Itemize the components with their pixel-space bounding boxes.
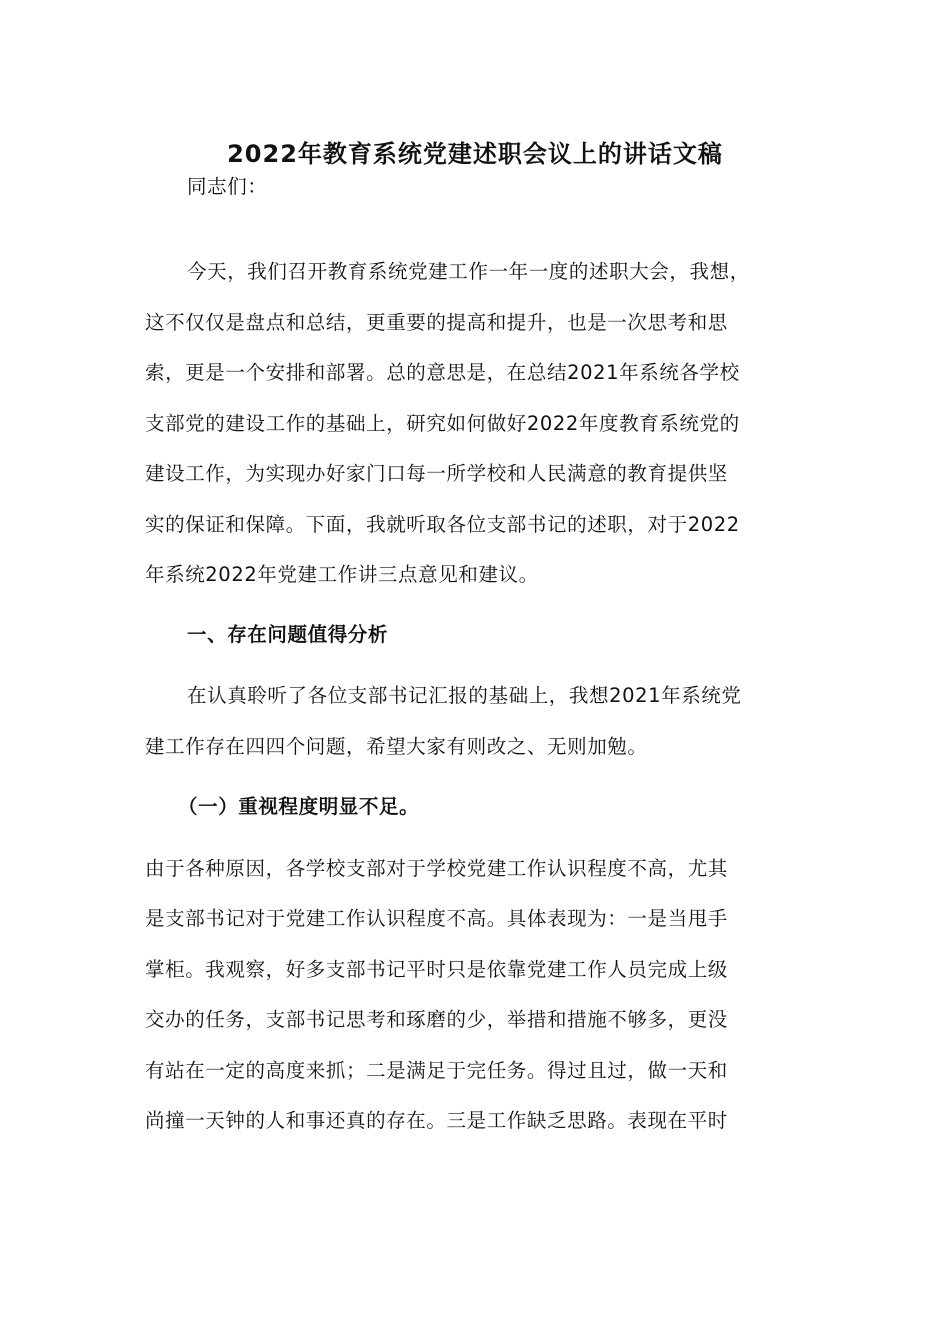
paragraph-line: 索，更是一个安排和部署。总的意思是，在总结2021年系统各学校	[145, 361, 740, 384]
paragraph-line: 建工作存在四四个问题，希望大家有则改之、无则加勉。	[145, 735, 648, 758]
paragraph-line: 年系统2022年党建工作讲三点意见和建议。	[145, 563, 539, 586]
paragraph-line: 由于各种原因，各学校支部对于学校党建工作认识程度不高，尤其	[145, 857, 728, 880]
salutation: 同志们：	[187, 175, 268, 198]
subsection-heading-1: （一）重视程度明显不足。	[178, 795, 420, 818]
section-heading-1: 一、存在问题值得分析	[187, 623, 389, 646]
paragraph-line: 在认真聆听了各位支部书记汇报的基础上，我想2021年系统党	[187, 684, 742, 707]
paragraph-line: 今天，我们召开教育系统党建工作一年一度的述职大会，我想，	[187, 260, 750, 283]
paragraph-line: 掌柜。我观察，好多支部书记平时只是依靠党建工作人员完成上级	[145, 958, 728, 981]
paragraph-line: 有站在一定的高度来抓；二是满足于完任务。得过且过，做一天和	[145, 1059, 728, 1082]
paragraph-line: 实的保证和保障。下面，我就听取各位支部书记的述职，对于2022	[145, 513, 740, 536]
paragraph-line: 支部党的建设工作的基础上，研究如何做好2022年度教育系统党的	[145, 412, 740, 435]
paragraph-line: 是支部书记对于党建工作认识程度不高。具体表现为：一是当甩手	[145, 907, 728, 930]
document-title: 2022年教育系统党建述职会议上的讲话文稿	[227, 140, 723, 168]
paragraph-line: 这不仅仅是盘点和总结，更重要的提高和提升，也是一次思考和思	[145, 311, 728, 334]
paragraph-line: 交办的任务，支部书记思考和琢磨的少，举措和措施不够多，更没	[145, 1008, 728, 1031]
paragraph-line: 建设工作，为实现办好家门口每一所学校和人民满意的教育提供坚	[145, 462, 728, 485]
paragraph-line: 尚撞一天钟的人和事还真的存在。三是工作缺乏思路。表现在平时	[145, 1109, 728, 1132]
